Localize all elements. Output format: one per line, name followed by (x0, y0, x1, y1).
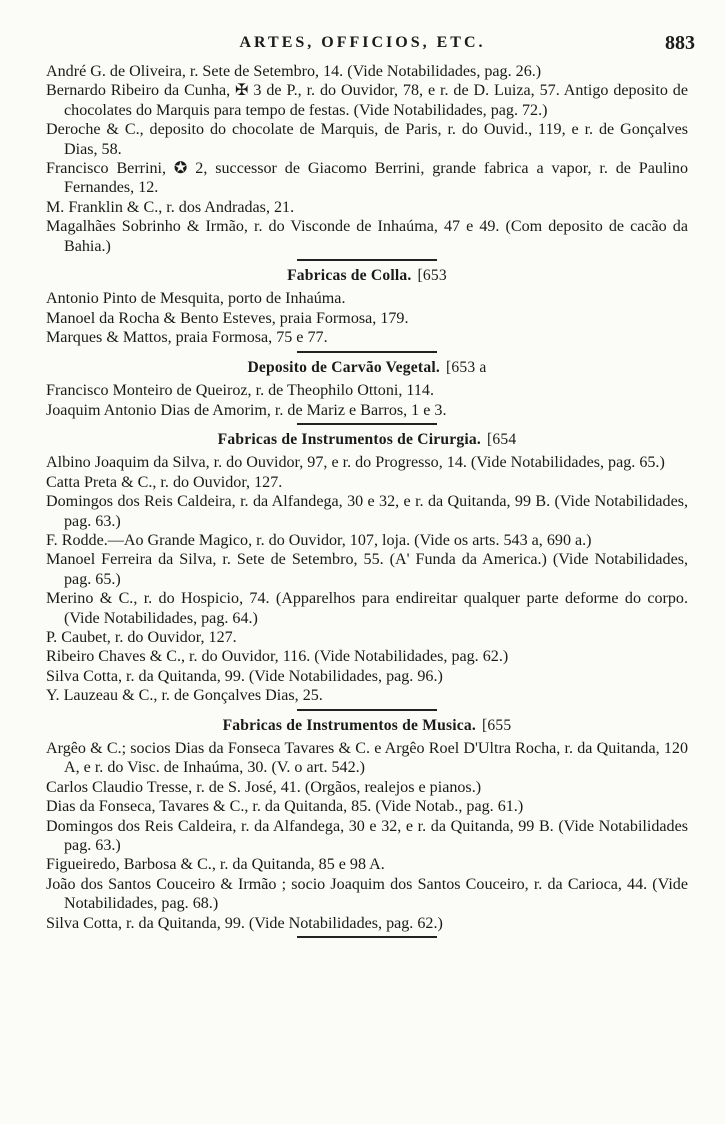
list-item: Silva Cotta, r. da Quitanda, 99. (Vide Notabilidades, pag. 62.) (46, 914, 443, 932)
page-body (46, 62, 688, 943)
section-code: [654 (487, 430, 517, 448)
section-code: [653 a (445, 358, 487, 376)
section-title: Fabricas de Colla. (287, 267, 412, 285)
section-title: Deposito de Carvão Vegetal. (247, 358, 440, 376)
list-item: Deroche & C., deposito do chocolate de Marquis, de Paris, r. do Ouvid., 119, e r. de Gonçalves Dias, 58. (46, 121, 688, 158)
running-head (0, 34, 725, 58)
list-item: Merino & C., r. do Hospicio, 74. (Apparelhos para endireitar qualquer parte deforme do corpo. (Vide Notabilidades, pag. 64.) (46, 590, 688, 627)
list-item: Domingos dos Reis Caldeira, r. da Alfandega, 30 e 32, e r. da Quitanda, 99 B. (Vide Notabilidades, pag. 63.) (46, 493, 688, 530)
list-item: Silva Cotta, r. da Quitanda, 99. (Vide Notabilidades, pag. 96.) (46, 667, 443, 685)
section-divider (297, 423, 437, 425)
list-item: Ribeiro Chaves & C., r. do Ouvidor, 116. (Vide Notabilidades, pag. 62.) (46, 648, 509, 666)
section-divider (297, 351, 437, 353)
list-item: Manoel Ferreira da Silva, r. Sete de Setembro, 55. (A' Funda da America.) (Vide Notabilidades, pag. 65.) (46, 551, 688, 588)
list-item: Manoel da Rocha & Bento Esteves, praia Formosa, 179. (46, 309, 409, 327)
page-number: 883 (665, 32, 695, 54)
list-item: F. Rodde.—Ao Grande Magico, r. do Ouvidor, 107, loja. (Vide os arts. 543 a, 690 a.) (46, 531, 592, 549)
section-title: Fabricas de Instrumentos de Musica. (222, 716, 477, 734)
section-heading (46, 430, 688, 449)
section-divider (297, 936, 437, 938)
section-heading (46, 266, 688, 285)
list-item: Antonio Pinto de Mesquita, porto de Inhaúma. (46, 290, 346, 308)
list-item: Figueiredo, Barbosa & C., r. da Quitanda, 85 e 98 A. (46, 856, 385, 874)
section-title: Fabricas de Instrumentos de Cirurgia. (217, 430, 481, 448)
list-item: Domingos dos Reis Caldeira, r. da Alfandega, 30 e 32, e r. da Quitanda, 99 B. (Vide Notabilidades pag. 63.) (46, 817, 688, 855)
list-item: Y. Lauzeau & C., r. de Gonçalves Dias, 25. (46, 687, 323, 705)
intro-entries (46, 62, 688, 256)
section-heading (46, 358, 688, 377)
list-item: Francisco Berrini, ✪ 2, successor de Giacomo Berrini, grande fabrica a vapor, r. de Paulino Fernandes, 12. (46, 160, 688, 197)
list-item: Carlos Claudio Tresse, r. de S. José, 41. (Orgãos, realejos e pianos.) (46, 778, 482, 796)
section-code: [653 (417, 267, 447, 285)
list-item: Joaquim Antonio Dias de Amorim, r. de Mariz e Barros, 1 e 3. (46, 401, 447, 419)
list-item: André G. de Oliveira, r. Sete de Setembro, 14. (Vide Notabilidades, pag. 26.) (46, 63, 542, 80)
running-head-title: ARTES, OFFICIOS, ETC. (239, 34, 486, 51)
list-item: João dos Santos Couceiro & Irmão ; socio Joaquim dos Santos Couceiro, r. da Carioca, 44. (Vide Notabilidades, pag. 68.) (46, 875, 688, 913)
list-item: Marques & Mattos, praia Formosa, 75 e 77. (46, 329, 328, 347)
list-item: Albino Joaquim da Silva, r. do Ouvidor, 97, e r. do Progresso, 14. (Vide Notabilidades, pag. 65.) (46, 454, 665, 472)
list-item: Dias da Fonseca, Tavares & C., r. da Quitanda, 85. (Vide Notab., pag. 61.) (46, 798, 524, 816)
list-item: Francisco Monteiro de Queiroz, r. de Theophilo Ottoni, 114. (46, 382, 434, 400)
list-item: M. Franklin & C., r. dos Andradas, 21. (46, 198, 295, 216)
list-item: Bernardo Ribeiro da Cunha, ✠ 3 de P., r. do Ouvidor, 78, e r. de D. Luiza, 57. Antigo deposito de chocolates do Marquis para tempo de festas. (Vide Notabilidades, pag. 72.) (46, 82, 688, 119)
list-item: Argêo & C.; socios Dias da Fonseca Tavares & C. e Argêo Roel D'Ultra Rocha, r. da Quitanda, 120 A, e r. do Visc. de Inhaúma, 30. (V. o art. 542.) (46, 740, 688, 777)
section-code: [655 (482, 716, 512, 734)
list-item: Catta Preta & C., r. do Ouvidor, 127. (46, 473, 283, 491)
section-heading (46, 716, 688, 735)
section-divider (297, 709, 437, 711)
list-item: P. Caubet, r. do Ouvidor, 127. (46, 628, 237, 646)
section-divider (297, 259, 437, 261)
list-item: Magalhães Sobrinho & Irmão, r. do Visconde de Inhaúma, 47 e 49. (Com deposito de cacão da Bahia.) (46, 218, 688, 255)
